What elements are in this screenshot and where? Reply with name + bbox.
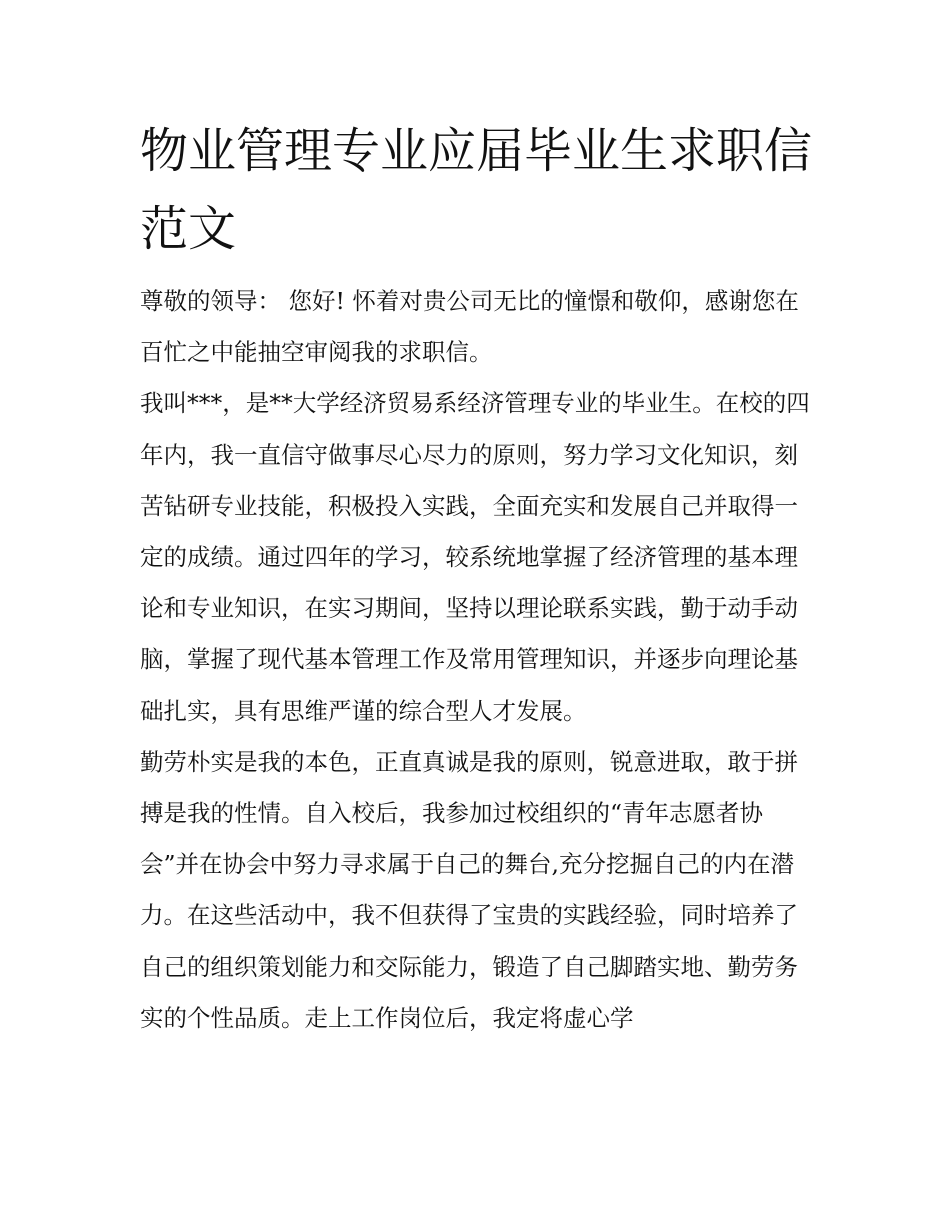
document-title: 物业管理专业应届毕业生求职信范文 (140, 123, 813, 257)
document-body (140, 276, 812, 1044)
paragraph-education: 我叫***，是**大学经济贸易系经济管理专业的毕业生。在校的四年内，我一直信守做事尽心尽力的原则，努力学习文化知识，刻苦钻研专业技能，积极投入实践，全面充实和发展自己并取得一定的成绩。通过四年的学习，较系统地掌握了经济管理的基本理论和专业知识，在实习期间，坚持以理论联系实践，勤于动手动脑，掌握了现代基本管理工作及常用管理知识，并逐步向理论基础扎实，具有思维严谨的综合型人才发展。 (140, 389, 810, 725)
paragraph-greeting: 尊敬的领导： 您好! 怀着对贵公司无比的憧憬和敬仰，感谢您在百忙之中能抽空审阅我的求职信。 (140, 287, 799, 367)
paragraph-character: 勤劳朴实是我的本色，正直真诚是我的原则，锐意进取，敢于拼搏是我的性情。自入校后，我参加过校组织的“青年志愿者协会”并在协会中努力寻求属于自己的舞台,充分挖掘自己的内在潜力。在这些活动中，我不但获得了宝贵的实践经验，同时培养了自己的组织策划能力和交际能力，锻造了自己脚踏实地、勤劳务实的个性品质。走上工作岗位后，我定将虚心学 (140, 747, 798, 1032)
